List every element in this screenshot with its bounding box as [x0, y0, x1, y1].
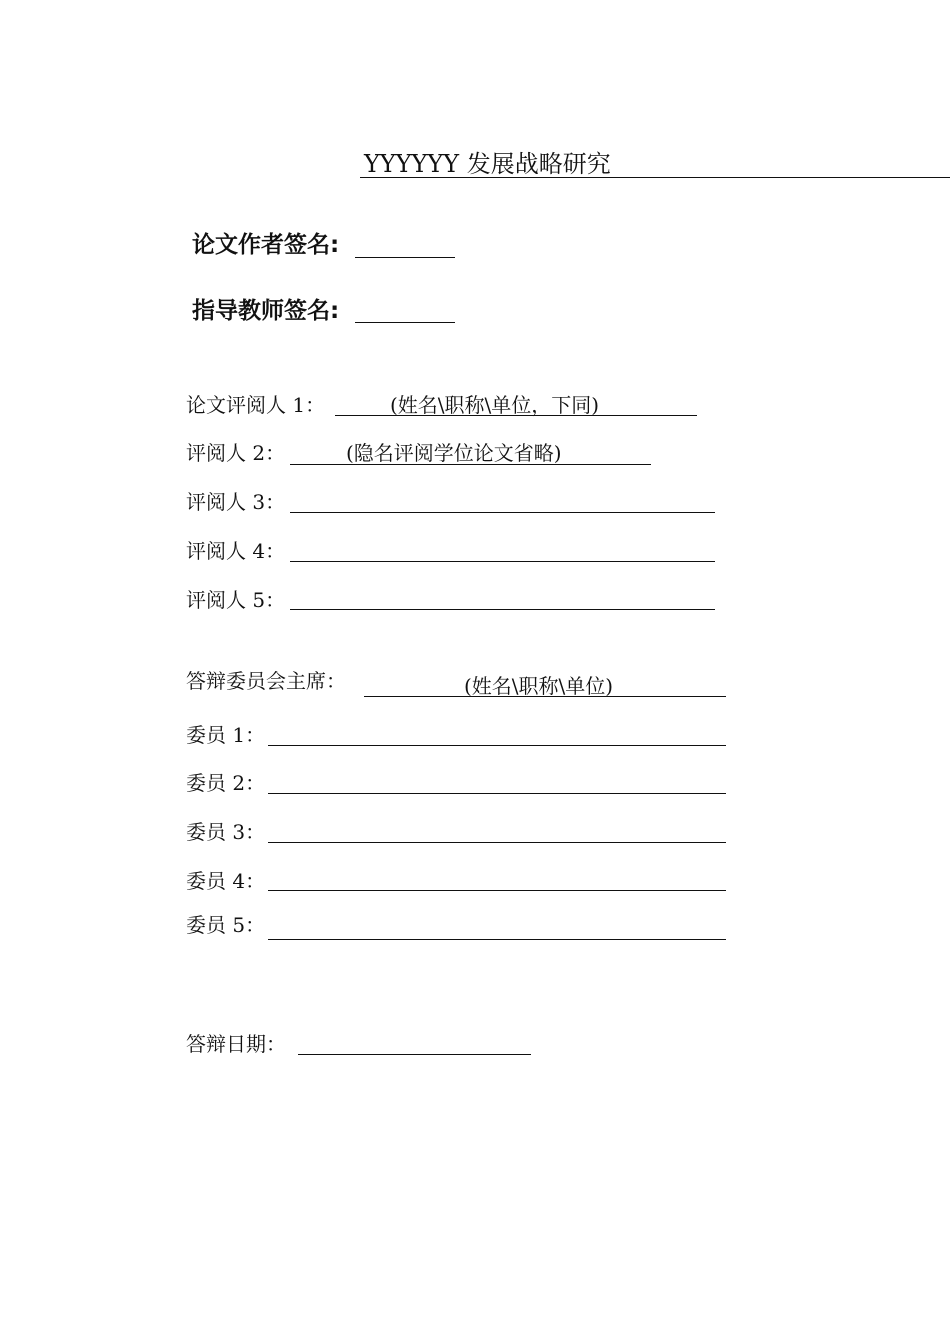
reviewer-5-field[interactable]: [290, 609, 715, 610]
member-2-label: 委员 2：: [186, 771, 266, 795]
reviewer-2-hint: (隐名评阅学位论文省略): [346, 441, 562, 465]
member-4-field[interactable]: [268, 890, 726, 891]
title-underline: [360, 177, 950, 178]
advisor-signature-label: 指导教师签名:: [192, 298, 340, 324]
member-3-label: 委员 3：: [186, 820, 266, 844]
reviewer-5-label: 评阅人 5：: [186, 588, 286, 612]
member-3-field[interactable]: [268, 842, 726, 843]
committee-chair-label: 答辩委员会主席：: [186, 669, 346, 693]
reviewer-1-hint: (姓名\职称\单位，下同): [390, 393, 600, 417]
member-5-label: 委员 5：: [186, 913, 266, 937]
reviewer-1-label: 论文评阅人 1：: [186, 393, 326, 417]
reviewer-4-field[interactable]: [290, 561, 715, 562]
reviewer-3-label: 评阅人 3：: [186, 490, 286, 514]
member-5-field[interactable]: [268, 939, 726, 940]
defense-date-label: 答辩日期：: [186, 1032, 286, 1056]
member-4-label: 委员 4：: [186, 869, 266, 893]
document-title: YYYYYY 发展战略研究: [364, 150, 611, 178]
member-1-label: 委员 1：: [186, 723, 266, 747]
reviewer-4-label: 评阅人 4：: [186, 539, 286, 563]
defense-date-field[interactable]: [298, 1054, 531, 1055]
author-signature-field[interactable]: [355, 257, 455, 258]
member-2-field[interactable]: [268, 793, 726, 794]
reviewer-3-field[interactable]: [290, 512, 715, 513]
member-1-field[interactable]: [268, 745, 726, 746]
committee-chair-hint: (姓名\职称\单位): [464, 674, 614, 698]
advisor-signature-field[interactable]: [355, 322, 455, 323]
author-signature-label: 论文作者签名:: [192, 232, 340, 258]
reviewer-2-label: 评阅人 2：: [186, 441, 286, 465]
